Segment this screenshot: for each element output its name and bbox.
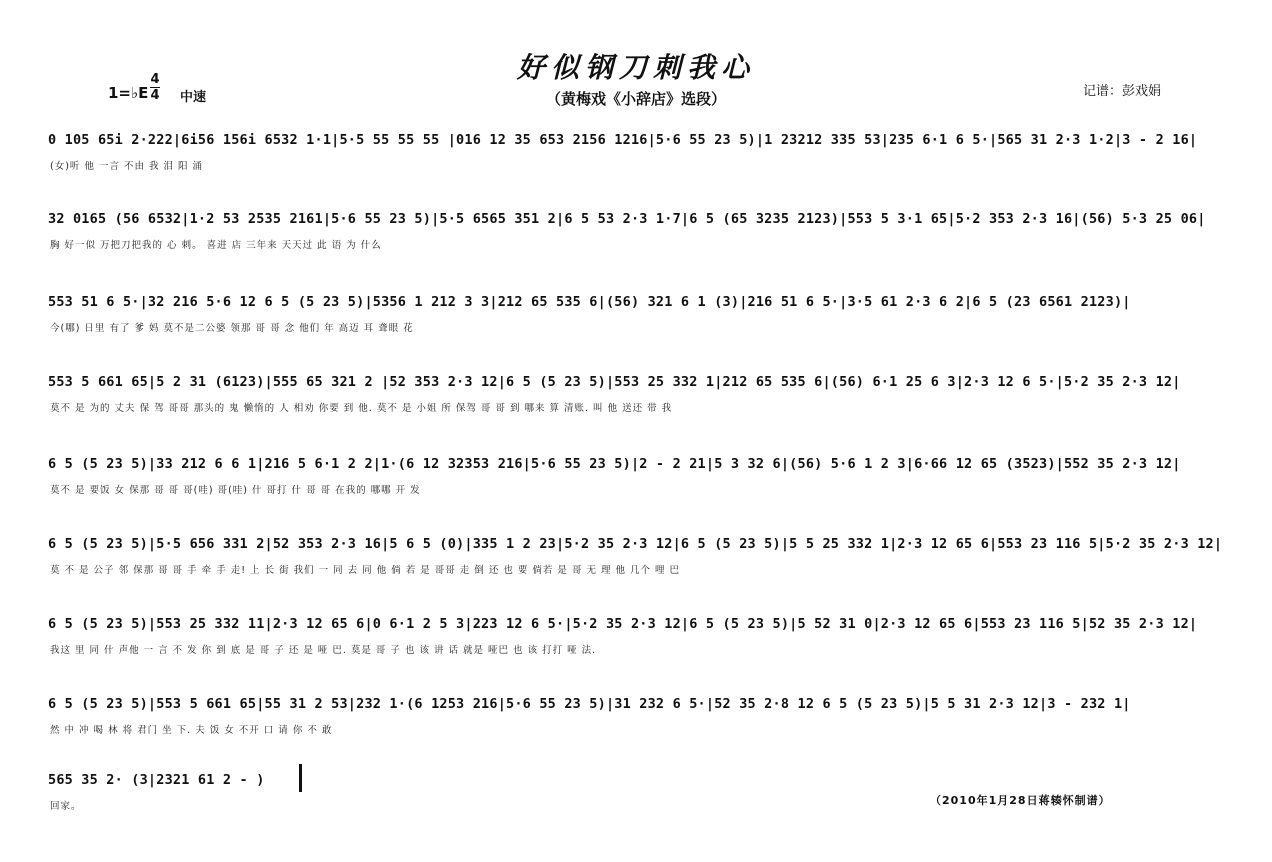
notation-line: 32 0165 (56 6532|1·2 53 2535 2161|5·6 55 23 5)|5·5 6565 351 2|6 5 53 2·3 1·7|6 5 (65 3235 2123)|553 5 3·1 65|5·2 353 2·3 16|(56) 5·3 25 06| — [48, 211, 1206, 227]
notation-line: 565 35 2· (3|2321 61 2 - ) — [48, 772, 265, 788]
notator-credit: 记谱：彭戏娟 — [1083, 84, 1162, 99]
lyrics-line: 回家。 — [50, 801, 82, 812]
lyrics-line: 莫不 是 要饭 女 保那 哥 哥 哥(哇) 哥(哇) 什 哥打 什 哥 哥 在我的 哪哪 开 发 — [50, 485, 421, 496]
final-barline — [299, 764, 302, 792]
notation-line: 0 105 65i 2·222|6i56 156i 6532 1·1|5·5 55 55 55 |016 12 35 653 2156 1216|5·6 55 23 5)|1 23212 335 53|235 6·1 6 5·|565 31 2·3 1·2|3 - 2 16| — [48, 132, 1198, 148]
lyrics-line: 胸 好一似 万把刀把我的 心 刺。 喜进 店 三年来 天天过 此 语 为 什么 — [50, 240, 382, 251]
notation-line: 553 5 661 65|5 2 31 (6123)|555 65 321 2 |52 353 2·3 12|6 5 (5 23 5)|553 25 332 1|212 65 535 6|(56) 6·1 25 6 3|2·3 12 6 5·|5·2 35 2·3 12| — [48, 374, 1181, 390]
notation-line: 6 5 (5 23 5)|5·5 656 331 2|52 353 2·3 16|5 6 5 (0)|335 1 2 23|5·2 35 2·3 12|6 5 (5 23 5)|5 5 25 332 1|2·3 12 65 6|553 23 116 5|5·2 35 2·3 12| — [48, 536, 1223, 552]
tempo-marking: 中速 — [180, 90, 207, 105]
lyrics-line: 莫不 是 为的 丈夫 保 驾 哥哥 那头的 鬼 懒惰的 人 相劝 你要 到 他. 莫不 是 小姐 所 保驾 哥 哥 到 哪来 算 清账. 叫 他 送还 带 我 — [50, 403, 673, 414]
notation-line: 553 51 6 5·|32 216 5·6 12 6 5 (5 23 5)|5356 1 212 3 3|212 65 535 6|(56) 321 6 1 (3)|216 51 6 5·|3·5 61 2·3 6 2|6 5 (23 6561 2123)| — [48, 294, 1131, 310]
lyrics-line: (女)听 他 一言 不由 我 泪 阳 涌 — [50, 161, 204, 172]
lyrics-line: 我这 里 同 什 声他 一 言 不 发 你 到 底 是 哥 子 还 是 哑 巴. 莫是 哥 子 也 该 讲 话 就是 哑巴 也 该 打打 哑 法. — [50, 645, 597, 656]
lyrics-line: 莫 不 是 公子 邻 保那 哥 哥 手 牵 手 走! 上 长 街 我们 一 同 去 同 他 倘 若 是 哥哥 走 倒 还 也 要 倘若 是 哥 无 理 他 几个 哩 巴 — [50, 565, 681, 576]
key-signature: 1=♭E — [108, 84, 149, 102]
meter-bottom: 4 — [150, 88, 160, 103]
lyrics-line: 然 中 冲 喝 林 将 君门 坐 下. 夫 饭 女 不开 口 请 你 不 敢 — [50, 725, 333, 736]
notation-line: 6 5 (5 23 5)|33 212 6 6 1|216 5 6·1 2 2|1·(6 12 32353 216|5·6 55 23 5)|2 - 2 21|5 3 32 6|(56) 5·6 1 2 3|6·66 12 65 (3523)|552 35 2·3 12| — [48, 456, 1181, 472]
page-subtitle: （黄梅戏《小辞店》选段） — [545, 90, 726, 108]
transcription-credit: （2010年1月28日蒋辏怀制谱） — [930, 794, 1111, 807]
time-signature — [150, 72, 160, 103]
notation-line: 6 5 (5 23 5)|553 5 661 65|55 31 2 53|232 1·(6 1253 216|5·6 55 23 5)|31 232 6 5·|52 35 2·8 12 6 5 (5 23 5)|5 5 31 2·3 12|3 - 232 1| — [48, 696, 1131, 712]
lyrics-line: 今(哪) 日里 有了 爹 妈 莫不是二公婆 领那 哥 哥 念 他们 年 高迈 耳 聋眼 花 — [50, 323, 414, 334]
page-title: 好似钢刀刺我心 — [516, 51, 755, 84]
notation-line: 6 5 (5 23 5)|553 25 332 11|2·3 12 65 6|0 6·1 2 5 3|223 12 6 5·|5·2 35 2·3 12|6 5 (5 23 5)|5 52 31 0|2·3 12 65 6|553 23 116 5|52 35 2·3 12| — [48, 616, 1198, 632]
meter-top: 4 — [150, 72, 160, 87]
